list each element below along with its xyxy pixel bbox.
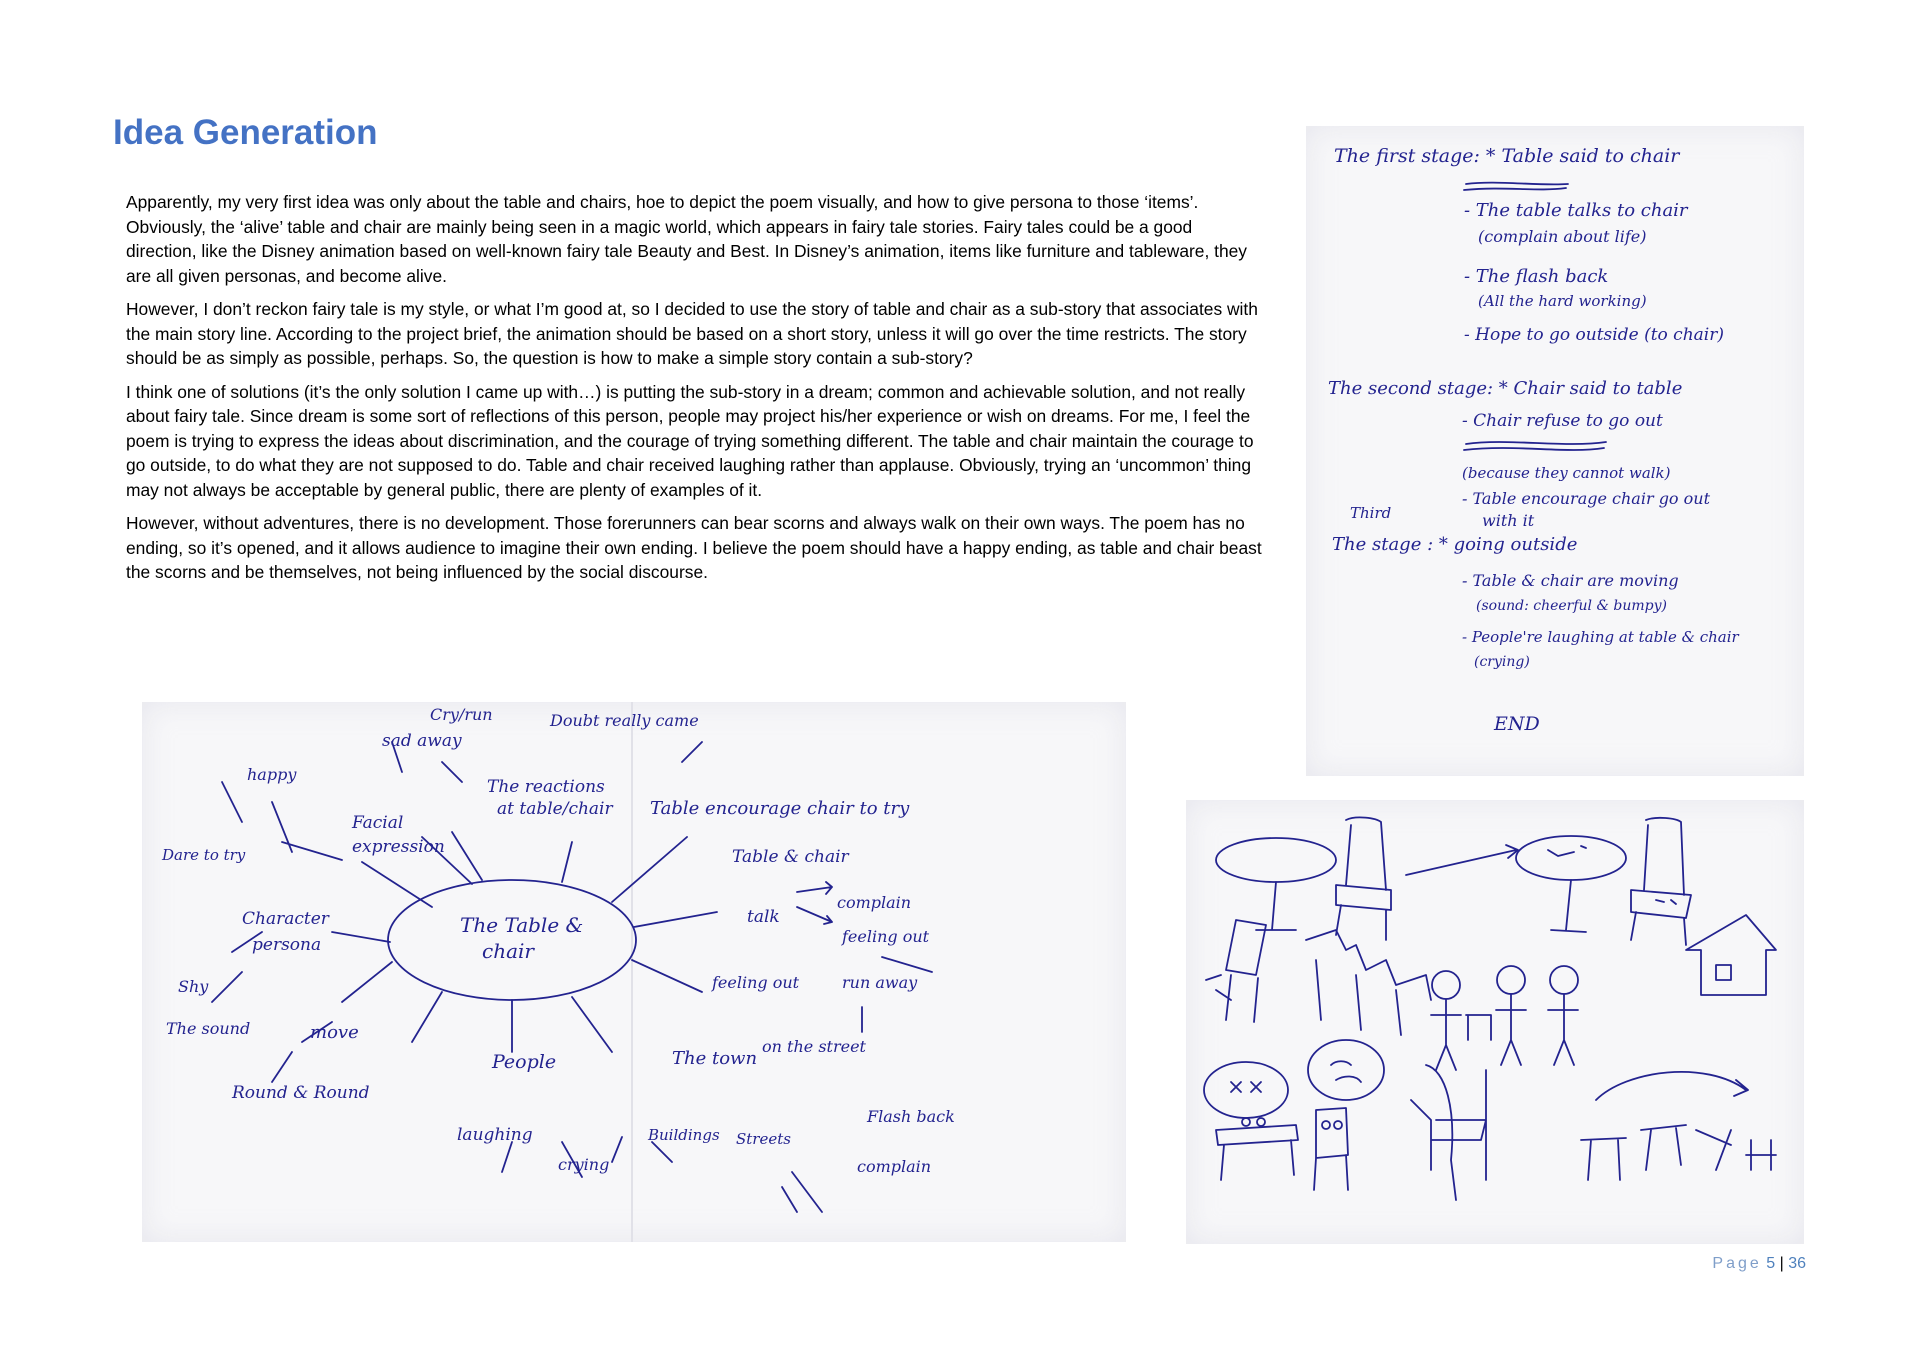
mind-map-node: The town xyxy=(672,1048,758,1069)
total-pages: 36 xyxy=(1788,1255,1806,1272)
mind-map-center-label: The Table & xyxy=(460,913,584,937)
mind-map-node: Dare to try xyxy=(162,846,246,864)
mind-map-node: Streets xyxy=(736,1130,791,1148)
eye-sketch xyxy=(1257,1118,1265,1126)
arrow-marks xyxy=(797,882,832,924)
character-drawing xyxy=(1186,800,1804,1244)
arrow-icon xyxy=(1406,845,1518,875)
handwritten-note: - The flash back xyxy=(1464,266,1609,287)
body-text xyxy=(126,190,1266,594)
handwritten-note: (crying) xyxy=(1474,654,1530,670)
mind-map-node: Buildings xyxy=(648,1126,720,1144)
handwritten-note: with it xyxy=(1482,511,1535,530)
current-page: 5 xyxy=(1766,1255,1776,1272)
chair-sketch xyxy=(1631,818,1691,945)
page-title: Idea Generation xyxy=(113,113,378,152)
paragraph: However, without adventures, there is no development. Those forerunners can bear scorns and always walk on their own ways. The poem has no ending, so it’s opened, and it allows audience to imagine their own ending. I believe the poem should have a happy ending, as table and chair beast the scorns and be themselves, not being influenced by the social discourse. xyxy=(126,513,1262,582)
paragraph: I think one of solutions (it’s the only solution I came up with…) is putting the sub-story in a dream; common and achievable solution, and not really about fairy tale. Since dream is some sort of reflections of this person, people may project his/her experience or wish on dreams. For me, I feel the poem is trying to express the ideas about discrimination, and the courage of trying something different. The table and chair maintain the courage to go outside, to do what they are not supposed to do. Table and chair received laughing rather than applause. Obviously, trying an ‘uncommon’ thing may not always be acceptable by general public, there are plenty of examples of it. xyxy=(126,381,1254,500)
table-top-sketch xyxy=(1216,838,1336,882)
mind-map-node: move xyxy=(310,1022,359,1043)
arrow-icon xyxy=(1596,1072,1748,1100)
mind-map-node: laughing xyxy=(457,1125,533,1145)
handwritten-note: (sound: cheerful & bumpy) xyxy=(1476,598,1667,614)
handwritten-note: - Chair refuse to go out xyxy=(1462,411,1663,431)
stick-figure xyxy=(1431,999,1461,1070)
page-separator: | xyxy=(1779,1255,1784,1272)
handwritten-note: - Table encourage chair go out xyxy=(1462,489,1711,508)
chair-sketch xyxy=(1336,817,1391,940)
mind-map-node: Flash back xyxy=(867,1107,955,1126)
mind-map-node: feeling out xyxy=(842,927,930,946)
house-sketch xyxy=(1686,915,1776,995)
handwritten-note: - Hope to go outside (to chair) xyxy=(1464,325,1724,345)
handwritten-note: (complain about life) xyxy=(1478,227,1647,246)
mind-map-drawing xyxy=(142,702,1126,1242)
crowd-scribble xyxy=(1306,930,1431,1035)
mind-map-node: People xyxy=(492,1051,557,1073)
handwritten-note: The stage : * going outside xyxy=(1332,534,1578,555)
handwritten-note: (All the hard working) xyxy=(1478,292,1647,310)
head-sketch xyxy=(1432,971,1460,999)
eye-sketch xyxy=(1322,1121,1330,1129)
strikethrough-mark xyxy=(1464,183,1568,190)
table-leg-sketch xyxy=(1256,882,1296,930)
mind-map-node: persona xyxy=(252,935,322,955)
table-chair-character-sketch xyxy=(1186,800,1804,1244)
mind-map-node: complain xyxy=(857,1157,932,1176)
head-sketch xyxy=(1550,966,1578,994)
handwritten-note: (because they cannot walk) xyxy=(1462,464,1671,482)
eye-sketch xyxy=(1334,1121,1342,1129)
mind-map-node: Shy xyxy=(178,977,209,996)
mind-map-node: Table encourage chair to try xyxy=(650,798,910,819)
handwritten-note: - Table & chair are moving xyxy=(1462,571,1679,590)
mind-map-node: Character xyxy=(242,909,329,929)
stick-figure xyxy=(1548,994,1578,1065)
mind-map-node: crying xyxy=(558,1155,610,1174)
speech-bubble xyxy=(1308,1040,1384,1100)
mind-map-node: feeling out xyxy=(712,973,800,992)
strikethrough-mark xyxy=(1464,442,1606,450)
eye-sketch xyxy=(1242,1118,1250,1126)
person-on-chair-sketch xyxy=(1411,1065,1486,1200)
table-sketch xyxy=(1466,1015,1491,1040)
mind-map-center-label: chair xyxy=(482,939,534,963)
chair-sketch xyxy=(1314,1108,1348,1190)
mind-map-node: talk xyxy=(747,907,780,927)
head-sketch xyxy=(1497,966,1525,994)
table-leg-sketch xyxy=(1551,880,1586,932)
face-sketch xyxy=(1331,1061,1361,1082)
handwritten-note: Third xyxy=(1350,504,1392,522)
mind-map-node: Facial xyxy=(352,813,404,833)
mind-map-node: run away xyxy=(842,973,918,992)
page-number xyxy=(1712,1255,1806,1273)
handwritten-note: The second stage: * Chair said to table xyxy=(1328,378,1683,399)
paragraph: Apparently, my very first idea was only about the table and chairs, hoe to depict the poem visually, and how to give persona to those ‘items’. Obviously, the ‘alive’ table and chair are mainly being seen in a magic world, which appears in fairy tale stories. Fairy tales could be a good direction, like the Disney animation based on well-known fairy tale Beauty and Best. In Disney’s animation, items like furniture and tableware, they are all given personas, and become alive. xyxy=(126,192,1247,286)
mind-map-node: The reactions xyxy=(487,777,605,797)
story-stages-drawing xyxy=(1306,126,1804,776)
mind-map-sketch xyxy=(142,702,1126,1242)
handwritten-note: - The table talks to chair xyxy=(1464,200,1688,221)
mind-map-node: expression xyxy=(352,837,445,857)
page-label: Page xyxy=(1712,1255,1762,1272)
speech-bubble xyxy=(1204,1062,1288,1118)
mind-map-node: at table/chair xyxy=(497,799,613,819)
table-top-sketch xyxy=(1516,836,1626,880)
face-sketch xyxy=(1231,1082,1261,1092)
mind-map-node: happy xyxy=(247,765,297,784)
mind-map-node: Doubt really came xyxy=(550,711,699,730)
handwritten-note: The first stage: * Table said to chair xyxy=(1334,145,1680,167)
mind-map-node: Cry/run xyxy=(430,705,493,724)
mind-map-node: The sound xyxy=(166,1019,251,1038)
mind-map-node: Round & Round xyxy=(232,1083,370,1103)
face-sketch xyxy=(1548,846,1586,856)
table-sketch xyxy=(1216,1125,1298,1180)
paragraph: However, I don’t reckon fairy tale is my style, or what I’m good at, so I decided to use the story of table and chair as a sub-story that associates with the main story line. According to the project brief, the animation should be based on a short story, unless it will go over the time restricts. The story should be as simply as possible, perhaps. So, the question is how to make a simple story contain a sub-story? xyxy=(126,299,1258,368)
mind-map-node: Table & chair xyxy=(732,847,849,867)
handwritten-note: - People're laughing at table & chair xyxy=(1462,628,1739,646)
story-stages-sketch xyxy=(1306,126,1804,776)
chair-sketch xyxy=(1206,920,1266,1022)
mind-map-node: sad away xyxy=(382,731,462,751)
handwritten-note: END xyxy=(1494,713,1540,735)
falling-furniture-sketch xyxy=(1581,1125,1776,1180)
mind-map-node: on the street xyxy=(762,1037,866,1056)
stick-figure xyxy=(1496,994,1526,1065)
mind-map-node: complain xyxy=(837,893,912,912)
